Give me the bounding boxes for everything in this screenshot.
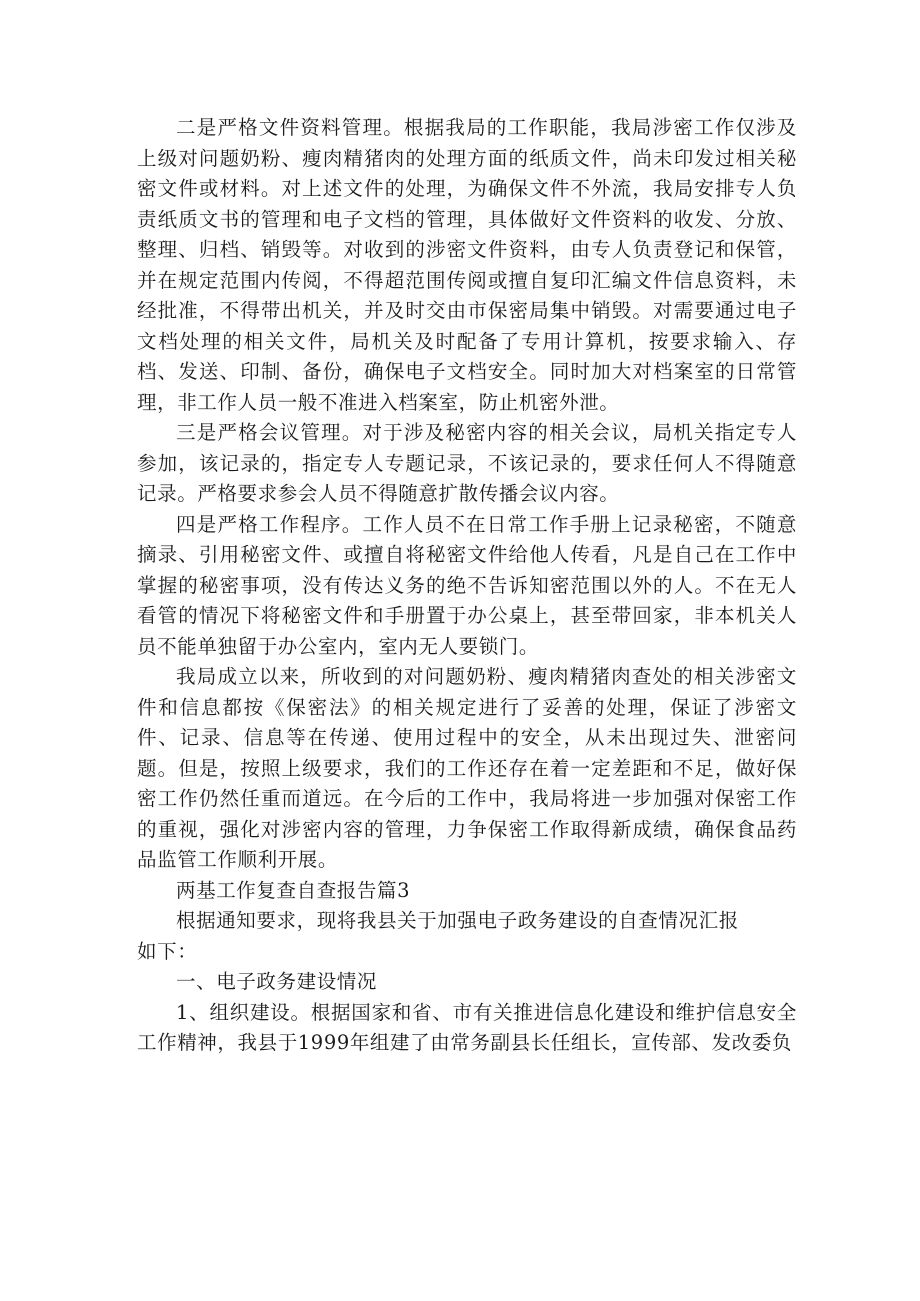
paragraph-meeting-management: 三是严格会议管理。对于涉及秘密内容的相关会议，局机关指定专人参加，该记录的，指定专人专题记录，不该记录的，要求任何人不得随意记录。严格要求参会人员不得随意扩散传播会议内容。 [137,421,797,505]
intro-line-continued: 如下： [137,939,198,963]
document-body [137,113,797,1059]
section-heading: 一、电子政务建设情况 [176,970,378,993]
intro-line: 根据通知要求，现将我县关于加强电子政务建设的自查情况汇报 [176,909,739,932]
paragraph-document-management: 二是严格文件资料管理。根据我局的工作职能，我局涉密工作仅涉及上级对问题奶粉、瘦肉精猪肉的处理方面的纸质文件，尚未印发过相关秘密文件或材料。对上述文件的处理，为确保文件不外流，我局安排专人负责纸质文书的管理和电子文档的管理，具体做好文件资料的收发、分放、整理、归档、销毁等。对收到的涉密文件资料，由专人负责登记和保管，并在规定范围内传阅，不得超范围传阅或擅自复印汇编文件信息资料，未经批准，不得带出机关，并及时交由市保密局集中销毁。对需要通过电子文档处理的相关文件，局机关及时配备了专用计算机，按要求输入、存档、发送、印制、备份，确保电子文档安全。同时加大对档案室的日常管理，非工作人员一般不准进入档案室，防止机密外泄。 [137,116,797,414]
paragraph-organization: 1、组织建设。根据国家和省、市有关推进信息化建设和维护信息安全工作精神，我县于1999年组建了由常务副县长任组长，宣传部、发改委负 [137,1000,797,1054]
section-title: 两基工作复查自查报告篇3 [176,878,411,902]
paragraph-work-procedure: 四是严格工作程序。工作人员不在日常工作手册上记录秘密，不随意摘录、引用秘密文件、或擅自将秘密文件给他人传看，凡是自己在工作中掌握的秘密事项，没有传达义务的绝不告诉知密范围以外的人。不在无人看管的情况下将秘密文件和手册置于办公桌上，甚至带回家，非本机关人员不能单独留于办公室内，室内无人要锁门。 [137,512,797,658]
paragraph-summary: 我局成立以来，所收到的对问题奶粉、瘦肉精猪肉查处的相关涉密文件和信息都按《保密法》的相关规定进行了妥善的处理，保证了涉密文件、记录、信息等在传递、使用过程中的安全，从未出现过失、泄密问题。但是，按照上级要求，我们的工作还存在着一定差距和不足，做好保密工作仍然任重而道远。在今后的工作中，我局将进一步加强对保密工作的重视，强化对涉密内容的管理，力争保密工作取得新成绩，确保食品药品监管工作顺利开展。 [137,665,797,871]
